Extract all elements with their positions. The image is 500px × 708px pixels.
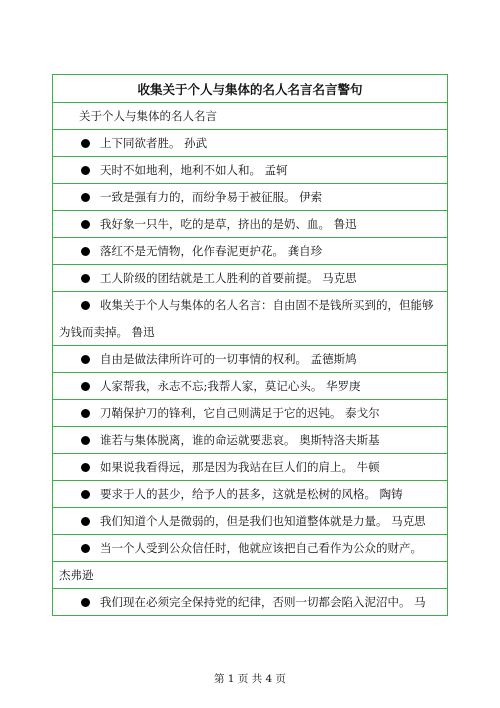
quote-row (53, 534, 447, 561)
bullet-icon (81, 355, 90, 364)
wrapped-line-2: 为钱而卖掉。 鲁迅 (59, 324, 155, 339)
quote-text: 当一个人受到公众信任时，他就应该把自己看作为公众的财产。 (100, 541, 422, 555)
quote-row (53, 237, 447, 264)
bullet-icon (81, 274, 90, 283)
quote-text: 我们现在必须完全保持党的纪律，否则一切都会陷入泥沼中。 马 (100, 595, 426, 609)
quote-text: 我们知道个人是微弱的，但是我们也知道整体就是力量。 马克思 (100, 514, 426, 528)
quote-text: 自由是做法律所许可的一切事情的权利。 孟德斯鸠 (100, 352, 357, 366)
quote-text: 一致是强有力的，而纷争易于被征服。 伊索 (100, 190, 323, 204)
quote-row (53, 426, 447, 453)
bullet-icon (81, 544, 90, 553)
bullet-icon (81, 247, 90, 256)
wrapped-line-1 (53, 297, 434, 313)
quote-text: 谁若与集体脱离，谁的命运就要悲哀。 奥斯特洛夫斯基 (100, 433, 380, 447)
quote-row (53, 210, 447, 237)
quotes-table (52, 74, 448, 616)
quote-row-wrapped (53, 291, 447, 345)
bullet-icon (81, 490, 90, 499)
quote-text: 工人阶级的团结就是工人胜利的首要前提。 马克思 (100, 271, 357, 285)
quote-text: 要求于人的甚少，给予人的甚多，这就是松树的风格。 陶铸 (100, 487, 403, 501)
quote-row (53, 588, 447, 615)
quote-text: 天时不如地利，地利不如人和。 孟轲 (100, 163, 288, 177)
bullet-icon (81, 220, 90, 229)
quote-text: 如果说我看得远，那是因为我站在巨人们的肩上。 牛顿 (100, 460, 380, 474)
bullet-icon (81, 139, 90, 148)
quote-row (53, 453, 447, 480)
quote-text: 刀鞘保护刀的锋利，它自己则满足于它的迟钝。 泰戈尔 (100, 406, 380, 420)
quote-row (53, 399, 447, 426)
quote-text: 收集关于个人与集体的名人名言：自由固不是钱所买到的，但能够 (100, 298, 434, 313)
section-intro: 关于个人与集体的名人名言 (53, 102, 447, 129)
quote-row (53, 156, 447, 183)
bullet-icon (81, 436, 90, 445)
quote-text: 上下同欲者胜。 孙武 (100, 136, 208, 150)
bullet-icon (81, 409, 90, 418)
bullet-icon (81, 193, 90, 202)
quote-author-continuation: 杰弗逊 (53, 561, 447, 588)
quote-row (53, 183, 447, 210)
bullet-icon (81, 598, 90, 607)
quote-row (53, 507, 447, 534)
quote-row (53, 345, 447, 372)
quote-row (53, 372, 447, 399)
bullet-icon (81, 463, 90, 472)
page-footer: 第 1 页 共 4 页 (213, 673, 287, 685)
bullet-icon (81, 517, 90, 526)
quote-text: 我好象一只牛，吃的是草，挤出的是奶、血。 鲁迅 (100, 217, 357, 231)
bullet-icon (81, 301, 90, 310)
table-title: 收集关于个人与集体的名人名言名言警句 (137, 81, 363, 97)
quote-row (53, 129, 447, 156)
quote-row (53, 480, 447, 507)
bullet-icon (81, 382, 90, 391)
quote-text: 人家帮我，永志不忘;我帮人家，莫记心头。 华罗庚 (100, 379, 361, 393)
quote-text: 落红不是无情物，化作春泥更护花。 龚自珍 (100, 244, 323, 258)
bullet-icon (81, 166, 90, 175)
quote-row (53, 264, 447, 291)
